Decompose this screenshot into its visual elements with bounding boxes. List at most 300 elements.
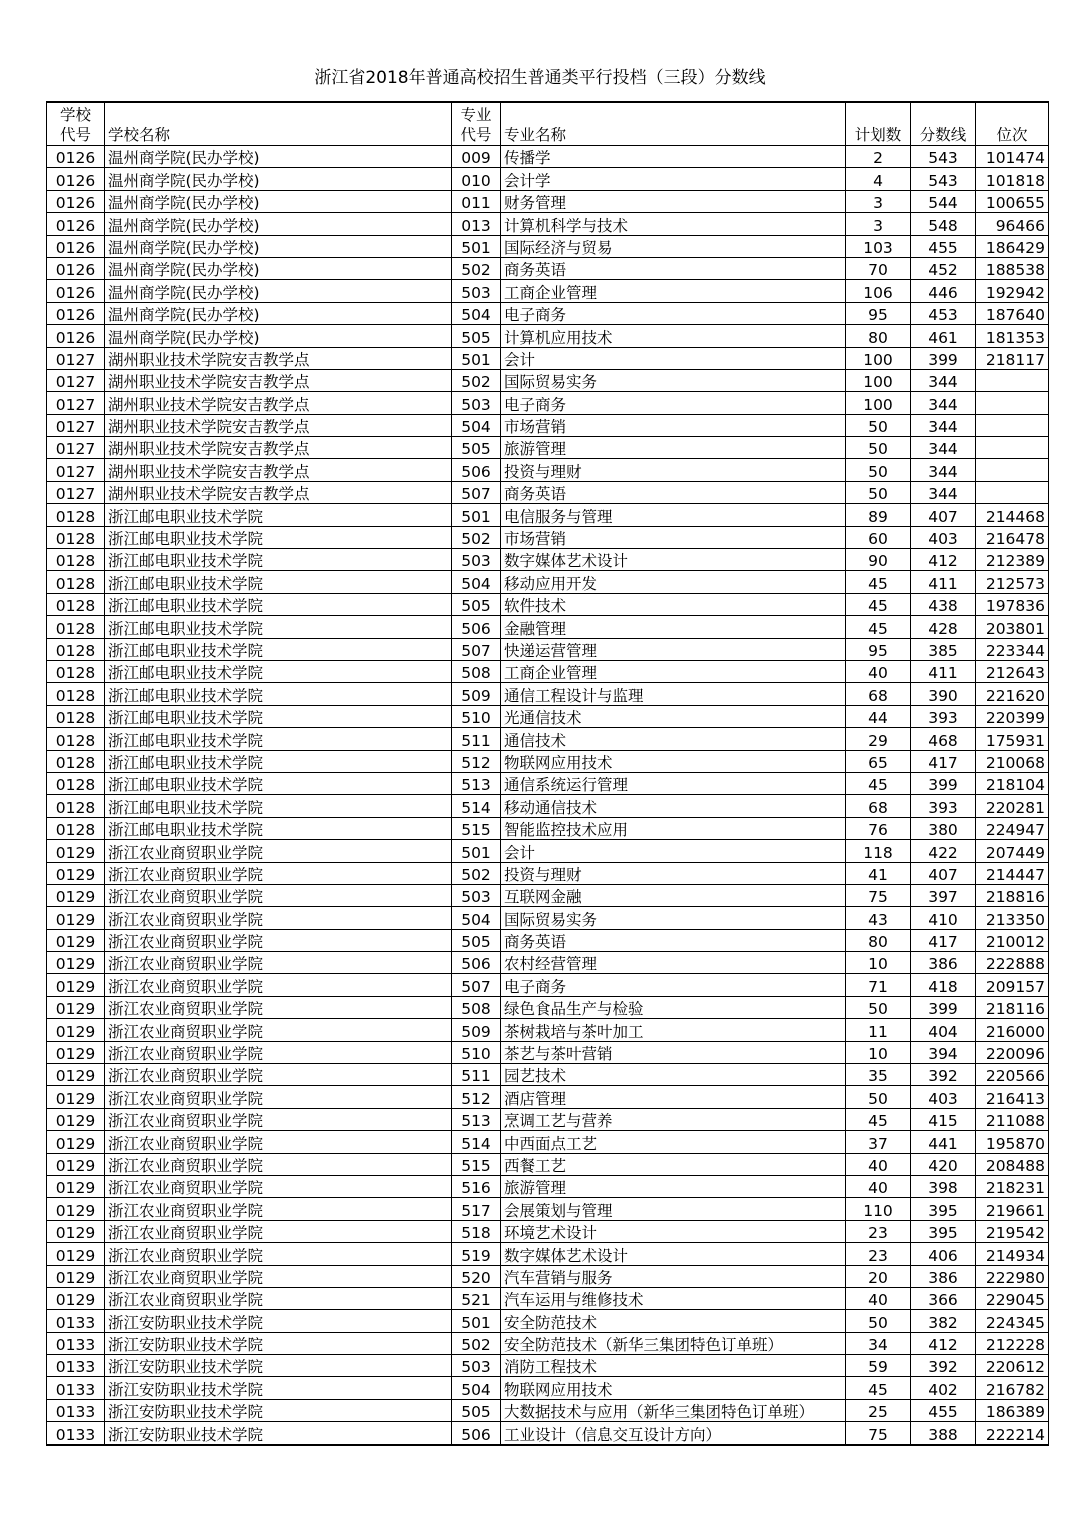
major-code-cell: 506 xyxy=(452,1422,501,1445)
score-cell: 386 xyxy=(911,1265,976,1287)
table-row xyxy=(47,1064,1049,1086)
plan-cell: 50 xyxy=(846,481,911,503)
major-code-cell: 520 xyxy=(452,1265,501,1287)
plan-cell: 80 xyxy=(846,929,911,951)
school-name-cell: 浙江农业商贸职业学院 xyxy=(105,1019,452,1041)
school-code-cell: 0127 xyxy=(47,347,105,369)
plan-cell: 40 xyxy=(846,660,911,682)
score-cell: 398 xyxy=(911,1175,976,1197)
school-name-cell: 浙江农业商贸职业学院 xyxy=(105,974,452,996)
major-name-cell: 大数据技术与应用（新华三集团特色订单班） xyxy=(501,1399,846,1421)
school-name-cell: 湖州职业技术学院安吉教学点 xyxy=(105,437,452,459)
school-code-cell: 0129 xyxy=(47,1086,105,1108)
school-code-cell: 0129 xyxy=(47,1064,105,1086)
school-code-cell: 0133 xyxy=(47,1310,105,1332)
plan-cell: 40 xyxy=(846,1287,911,1309)
school-code-cell: 0126 xyxy=(47,168,105,190)
plan-cell: 50 xyxy=(846,437,911,459)
rank-cell: 209157 xyxy=(976,974,1049,996)
school-name-cell: 湖州职业技术学院安吉教学点 xyxy=(105,459,452,481)
school-code-cell: 0126 xyxy=(47,280,105,302)
rank-cell: 221620 xyxy=(976,683,1049,705)
major-name-cell: 工业设计（信息交互设计方向） xyxy=(501,1422,846,1445)
plan-cell: 50 xyxy=(846,1310,911,1332)
rank-cell xyxy=(976,481,1049,503)
major-code-cell: 507 xyxy=(452,974,501,996)
rank-cell: 203801 xyxy=(976,616,1049,638)
score-cell: 438 xyxy=(911,593,976,615)
major-code-cell: 511 xyxy=(452,1064,501,1086)
major-name-cell: 国际经济与贸易 xyxy=(501,235,846,257)
school-name-cell: 浙江邮电职业技术学院 xyxy=(105,795,452,817)
score-cell: 393 xyxy=(911,705,976,727)
school-code-cell: 0128 xyxy=(47,817,105,839)
rank-cell: 222214 xyxy=(976,1422,1049,1445)
major-code-cell: 511 xyxy=(452,728,501,750)
table-row xyxy=(47,1243,1049,1265)
rank-cell: 100655 xyxy=(976,190,1049,212)
major-code-cell: 009 xyxy=(452,146,501,168)
plan-cell: 100 xyxy=(846,347,911,369)
rank-cell: 101474 xyxy=(976,146,1049,168)
school-code-cell: 0128 xyxy=(47,660,105,682)
major-name-cell: 计算机应用技术 xyxy=(501,325,846,347)
school-code-cell: 0129 xyxy=(47,1198,105,1220)
major-name-cell: 通信工程设计与监理 xyxy=(501,683,846,705)
rank-cell: 214447 xyxy=(976,862,1049,884)
score-cell: 441 xyxy=(911,1131,976,1153)
major-code-cell: 504 xyxy=(452,1377,501,1399)
score-cell: 548 xyxy=(911,213,976,235)
plan-cell: 75 xyxy=(846,884,911,906)
school-code-cell: 0126 xyxy=(47,190,105,212)
major-name-cell: 园艺技术 xyxy=(501,1064,846,1086)
rank-cell: 216413 xyxy=(976,1086,1049,1108)
header-rank: 位次 xyxy=(976,102,1049,146)
table-row xyxy=(47,459,1049,481)
major-code-cell: 501 xyxy=(452,840,501,862)
header-plan: 计划数 xyxy=(846,102,911,146)
score-cell: 411 xyxy=(911,660,976,682)
score-cell: 399 xyxy=(911,772,976,794)
score-cell: 403 xyxy=(911,1086,976,1108)
plan-cell: 76 xyxy=(846,817,911,839)
school-name-cell: 浙江农业商贸职业学院 xyxy=(105,996,452,1018)
table-row xyxy=(47,1175,1049,1197)
header-major-code: 专业 代号 xyxy=(452,102,501,146)
table-row xyxy=(47,1310,1049,1332)
major-name-cell: 软件技术 xyxy=(501,593,846,615)
school-name-cell: 浙江安防职业技术学院 xyxy=(105,1355,452,1377)
table-row xyxy=(47,235,1049,257)
school-code-cell: 0128 xyxy=(47,616,105,638)
major-code-cell: 506 xyxy=(452,459,501,481)
rank-cell: 212228 xyxy=(976,1332,1049,1354)
rank-cell: 218117 xyxy=(976,347,1049,369)
school-code-cell: 0133 xyxy=(47,1355,105,1377)
school-name-cell: 浙江邮电职业技术学院 xyxy=(105,772,452,794)
rank-cell xyxy=(976,414,1049,436)
score-cell: 388 xyxy=(911,1422,976,1445)
major-code-cell: 513 xyxy=(452,1108,501,1130)
table-row xyxy=(47,1041,1049,1063)
school-code-cell: 0129 xyxy=(47,907,105,929)
major-code-cell: 509 xyxy=(452,683,501,705)
school-name-cell: 浙江邮电职业技术学院 xyxy=(105,705,452,727)
school-name-cell: 温州商学院(民办学校) xyxy=(105,213,452,235)
school-code-cell: 0129 xyxy=(47,1265,105,1287)
major-code-cell: 508 xyxy=(452,996,501,1018)
table-row xyxy=(47,907,1049,929)
table-row xyxy=(47,1198,1049,1220)
score-cell: 428 xyxy=(911,616,976,638)
score-cell: 417 xyxy=(911,750,976,772)
school-name-cell: 温州商学院(民办学校) xyxy=(105,190,452,212)
school-code-cell: 0128 xyxy=(47,638,105,660)
rank-cell: 212389 xyxy=(976,549,1049,571)
plan-cell: 50 xyxy=(846,459,911,481)
table-row xyxy=(47,302,1049,324)
plan-cell: 103 xyxy=(846,235,911,257)
school-name-cell: 浙江安防职业技术学院 xyxy=(105,1332,452,1354)
table-row xyxy=(47,481,1049,503)
table-row xyxy=(47,1422,1049,1445)
major-name-cell: 会计 xyxy=(501,347,846,369)
plan-cell: 80 xyxy=(846,325,911,347)
rank-cell: 214934 xyxy=(976,1243,1049,1265)
major-name-cell: 国际贸易实务 xyxy=(501,907,846,929)
rank-cell: 175931 xyxy=(976,728,1049,750)
school-name-cell: 浙江邮电职业技术学院 xyxy=(105,616,452,638)
major-name-cell: 金融管理 xyxy=(501,616,846,638)
school-code-cell: 0127 xyxy=(47,392,105,414)
score-cell: 455 xyxy=(911,1399,976,1421)
plan-cell: 59 xyxy=(846,1355,911,1377)
score-cell: 395 xyxy=(911,1220,976,1242)
score-cell: 344 xyxy=(911,414,976,436)
score-cell: 420 xyxy=(911,1153,976,1175)
rank-cell: 208488 xyxy=(976,1153,1049,1175)
major-name-cell: 电信服务与管理 xyxy=(501,504,846,526)
major-code-cell: 504 xyxy=(452,414,501,436)
table-row xyxy=(47,257,1049,279)
table-body xyxy=(47,146,1049,1445)
table-row xyxy=(47,347,1049,369)
score-cell: 399 xyxy=(911,347,976,369)
major-name-cell: 会计 xyxy=(501,840,846,862)
table-row xyxy=(47,1265,1049,1287)
plan-cell: 100 xyxy=(846,392,911,414)
school-name-cell: 浙江邮电职业技术学院 xyxy=(105,593,452,615)
rank-cell: 213350 xyxy=(976,907,1049,929)
plan-cell: 65 xyxy=(846,750,911,772)
major-name-cell: 中西面点工艺 xyxy=(501,1131,846,1153)
school-name-cell: 温州商学院(民办学校) xyxy=(105,302,452,324)
school-name-cell: 浙江邮电职业技术学院 xyxy=(105,683,452,705)
score-cell: 468 xyxy=(911,728,976,750)
table-row xyxy=(47,1153,1049,1175)
rank-cell: 229045 xyxy=(976,1287,1049,1309)
school-name-cell: 浙江农业商贸职业学院 xyxy=(105,907,452,929)
major-name-cell: 移动应用开发 xyxy=(501,571,846,593)
school-name-cell: 浙江农业商贸职业学院 xyxy=(105,1265,452,1287)
rank-cell: 220399 xyxy=(976,705,1049,727)
school-name-cell: 湖州职业技术学院安吉教学点 xyxy=(105,414,452,436)
table-row xyxy=(47,795,1049,817)
major-code-cell: 512 xyxy=(452,1086,501,1108)
rank-cell: 222980 xyxy=(976,1265,1049,1287)
school-name-cell: 浙江安防职业技术学院 xyxy=(105,1422,452,1445)
school-name-cell: 温州商学院(民办学校) xyxy=(105,146,452,168)
school-name-cell: 湖州职业技术学院安吉教学点 xyxy=(105,369,452,391)
major-name-cell: 互联网金融 xyxy=(501,884,846,906)
rank-cell: 222888 xyxy=(976,952,1049,974)
table-row xyxy=(47,638,1049,660)
major-code-cell: 515 xyxy=(452,817,501,839)
rank-cell xyxy=(976,459,1049,481)
score-cell: 455 xyxy=(911,235,976,257)
plan-cell: 45 xyxy=(846,616,911,638)
score-cell: 392 xyxy=(911,1064,976,1086)
school-code-cell: 0129 xyxy=(47,952,105,974)
table-row xyxy=(47,884,1049,906)
school-name-cell: 湖州职业技术学院安吉教学点 xyxy=(105,481,452,503)
table-row xyxy=(47,817,1049,839)
rank-cell: 224947 xyxy=(976,817,1049,839)
plan-cell: 118 xyxy=(846,840,911,862)
school-name-cell: 浙江邮电职业技术学院 xyxy=(105,504,452,526)
plan-cell: 75 xyxy=(846,1422,911,1445)
school-code-cell: 0128 xyxy=(47,750,105,772)
major-code-cell: 501 xyxy=(452,347,501,369)
major-name-cell: 财务管理 xyxy=(501,190,846,212)
plan-cell: 23 xyxy=(846,1243,911,1265)
table-header-row xyxy=(47,102,1049,146)
plan-cell: 45 xyxy=(846,593,911,615)
school-code-cell: 0129 xyxy=(47,1019,105,1041)
major-name-cell: 传播学 xyxy=(501,146,846,168)
plan-cell: 110 xyxy=(846,1198,911,1220)
major-code-cell: 502 xyxy=(452,1332,501,1354)
plan-cell: 70 xyxy=(846,257,911,279)
table-row xyxy=(47,392,1049,414)
major-name-cell: 计算机科学与技术 xyxy=(501,213,846,235)
table-row xyxy=(47,526,1049,548)
rank-cell: 188538 xyxy=(976,257,1049,279)
score-cell: 395 xyxy=(911,1198,976,1220)
school-code-cell: 0128 xyxy=(47,593,105,615)
major-name-cell: 汽车运用与维修技术 xyxy=(501,1287,846,1309)
plan-cell: 45 xyxy=(846,1377,911,1399)
score-cell: 344 xyxy=(911,437,976,459)
major-name-cell: 数字媒体艺术设计 xyxy=(501,1243,846,1265)
major-name-cell: 电子商务 xyxy=(501,392,846,414)
school-name-cell: 浙江农业商贸职业学院 xyxy=(105,1064,452,1086)
score-cell: 452 xyxy=(911,257,976,279)
table-row xyxy=(47,1086,1049,1108)
school-name-cell: 浙江邮电职业技术学院 xyxy=(105,817,452,839)
score-cell: 422 xyxy=(911,840,976,862)
rank-cell: 220096 xyxy=(976,1041,1049,1063)
school-name-cell: 浙江邮电职业技术学院 xyxy=(105,526,452,548)
score-cell: 461 xyxy=(911,325,976,347)
rank-cell: 192942 xyxy=(976,280,1049,302)
table-row xyxy=(47,1220,1049,1242)
major-name-cell: 数字媒体艺术设计 xyxy=(501,549,846,571)
plan-cell: 50 xyxy=(846,996,911,1018)
major-name-cell: 物联网应用技术 xyxy=(501,750,846,772)
plan-cell: 90 xyxy=(846,549,911,571)
school-name-cell: 浙江安防职业技术学院 xyxy=(105,1399,452,1421)
major-name-cell: 酒店管理 xyxy=(501,1086,846,1108)
score-cell: 385 xyxy=(911,638,976,660)
table-row xyxy=(47,1399,1049,1421)
score-cell: 397 xyxy=(911,884,976,906)
major-name-cell: 农村经营管理 xyxy=(501,952,846,974)
header-major-name: 专业名称 xyxy=(501,102,846,146)
major-name-cell: 投资与理财 xyxy=(501,459,846,481)
major-name-cell: 商务英语 xyxy=(501,929,846,951)
school-name-cell: 湖州职业技术学院安吉教学点 xyxy=(105,347,452,369)
table-row xyxy=(47,996,1049,1018)
major-code-cell: 503 xyxy=(452,549,501,571)
table-row xyxy=(47,213,1049,235)
table-row xyxy=(47,616,1049,638)
major-name-cell: 通信系统运行管理 xyxy=(501,772,846,794)
score-cell: 406 xyxy=(911,1243,976,1265)
major-code-cell: 011 xyxy=(452,190,501,212)
major-code-cell: 508 xyxy=(452,660,501,682)
school-code-cell: 0126 xyxy=(47,235,105,257)
table-row xyxy=(47,571,1049,593)
school-name-cell: 浙江农业商贸职业学院 xyxy=(105,1175,452,1197)
plan-cell: 45 xyxy=(846,1108,911,1130)
major-code-cell: 506 xyxy=(452,952,501,974)
major-code-cell: 507 xyxy=(452,481,501,503)
plan-cell: 40 xyxy=(846,1153,911,1175)
score-cell: 393 xyxy=(911,795,976,817)
rank-cell: 212643 xyxy=(976,660,1049,682)
score-cell: 386 xyxy=(911,952,976,974)
major-code-cell: 521 xyxy=(452,1287,501,1309)
major-code-cell: 503 xyxy=(452,392,501,414)
major-name-cell: 移动通信技术 xyxy=(501,795,846,817)
school-name-cell: 浙江邮电职业技术学院 xyxy=(105,728,452,750)
rank-cell: 220566 xyxy=(976,1064,1049,1086)
school-code-cell: 0133 xyxy=(47,1377,105,1399)
score-cell: 453 xyxy=(911,302,976,324)
major-name-cell: 投资与理财 xyxy=(501,862,846,884)
plan-cell: 37 xyxy=(846,1131,911,1153)
major-code-cell: 503 xyxy=(452,1355,501,1377)
major-name-cell: 电子商务 xyxy=(501,302,846,324)
school-name-cell: 浙江农业商贸职业学院 xyxy=(105,1086,452,1108)
plan-cell: 60 xyxy=(846,526,911,548)
plan-cell: 44 xyxy=(846,705,911,727)
school-code-cell: 0128 xyxy=(47,526,105,548)
school-code-cell: 0128 xyxy=(47,504,105,526)
school-code-cell: 0128 xyxy=(47,772,105,794)
major-name-cell: 物联网应用技术 xyxy=(501,1377,846,1399)
table-row xyxy=(47,437,1049,459)
rank-cell: 211088 xyxy=(976,1108,1049,1130)
school-name-cell: 温州商学院(民办学校) xyxy=(105,168,452,190)
plan-cell: 4 xyxy=(846,168,911,190)
major-code-cell: 506 xyxy=(452,616,501,638)
major-code-cell: 501 xyxy=(452,504,501,526)
table-row xyxy=(47,325,1049,347)
plan-cell: 68 xyxy=(846,795,911,817)
plan-cell: 10 xyxy=(846,1041,911,1063)
major-name-cell: 电子商务 xyxy=(501,974,846,996)
major-name-cell: 光通信技术 xyxy=(501,705,846,727)
school-code-cell: 0129 xyxy=(47,974,105,996)
score-cell: 412 xyxy=(911,1332,976,1354)
plan-cell: 23 xyxy=(846,1220,911,1242)
plan-cell: 2 xyxy=(846,146,911,168)
rank-cell: 216000 xyxy=(976,1019,1049,1041)
score-cell: 402 xyxy=(911,1377,976,1399)
rank-cell: 195870 xyxy=(976,1131,1049,1153)
score-cell: 404 xyxy=(911,1019,976,1041)
rank-cell: 187640 xyxy=(976,302,1049,324)
major-name-cell: 智能监控技术应用 xyxy=(501,817,846,839)
plan-cell: 71 xyxy=(846,974,911,996)
table-row xyxy=(47,952,1049,974)
school-name-cell: 浙江农业商贸职业学院 xyxy=(105,1041,452,1063)
document-title: 浙江省2018年普通高校招生普通类平行投档（三段）分数线 xyxy=(314,68,766,88)
school-code-cell: 0127 xyxy=(47,437,105,459)
table-row xyxy=(47,974,1049,996)
major-code-cell: 504 xyxy=(452,302,501,324)
rank-cell: 224345 xyxy=(976,1310,1049,1332)
major-code-cell: 518 xyxy=(452,1220,501,1242)
major-code-cell: 502 xyxy=(452,862,501,884)
rank-cell: 223344 xyxy=(976,638,1049,660)
major-name-cell: 市场营销 xyxy=(501,414,846,436)
major-name-cell: 商务英语 xyxy=(501,257,846,279)
score-cell: 380 xyxy=(911,817,976,839)
header-school-code: 学校 代号 xyxy=(47,102,105,146)
major-code-cell: 502 xyxy=(452,369,501,391)
rank-cell: 216782 xyxy=(976,1377,1049,1399)
score-table xyxy=(46,101,1049,1446)
school-code-cell: 0129 xyxy=(47,1220,105,1242)
table-row xyxy=(47,168,1049,190)
plan-cell: 45 xyxy=(846,772,911,794)
table-row xyxy=(47,660,1049,682)
header-school-name: 学校名称 xyxy=(105,102,452,146)
major-name-cell: 汽车营销与服务 xyxy=(501,1265,846,1287)
school-code-cell: 0129 xyxy=(47,1108,105,1130)
score-cell: 394 xyxy=(911,1041,976,1063)
plan-cell: 106 xyxy=(846,280,911,302)
rank-cell: 181353 xyxy=(976,325,1049,347)
school-name-cell: 温州商学院(民办学校) xyxy=(105,280,452,302)
school-name-cell: 浙江农业商贸职业学院 xyxy=(105,862,452,884)
school-code-cell: 0126 xyxy=(47,257,105,279)
table-row xyxy=(47,929,1049,951)
school-code-cell: 0127 xyxy=(47,369,105,391)
rank-cell: 210012 xyxy=(976,929,1049,951)
plan-cell: 25 xyxy=(846,1399,911,1421)
score-cell: 344 xyxy=(911,459,976,481)
major-name-cell: 国际贸易实务 xyxy=(501,369,846,391)
major-code-cell: 507 xyxy=(452,638,501,660)
school-name-cell: 浙江农业商贸职业学院 xyxy=(105,1108,452,1130)
major-code-cell: 504 xyxy=(452,571,501,593)
major-code-cell: 509 xyxy=(452,1019,501,1041)
